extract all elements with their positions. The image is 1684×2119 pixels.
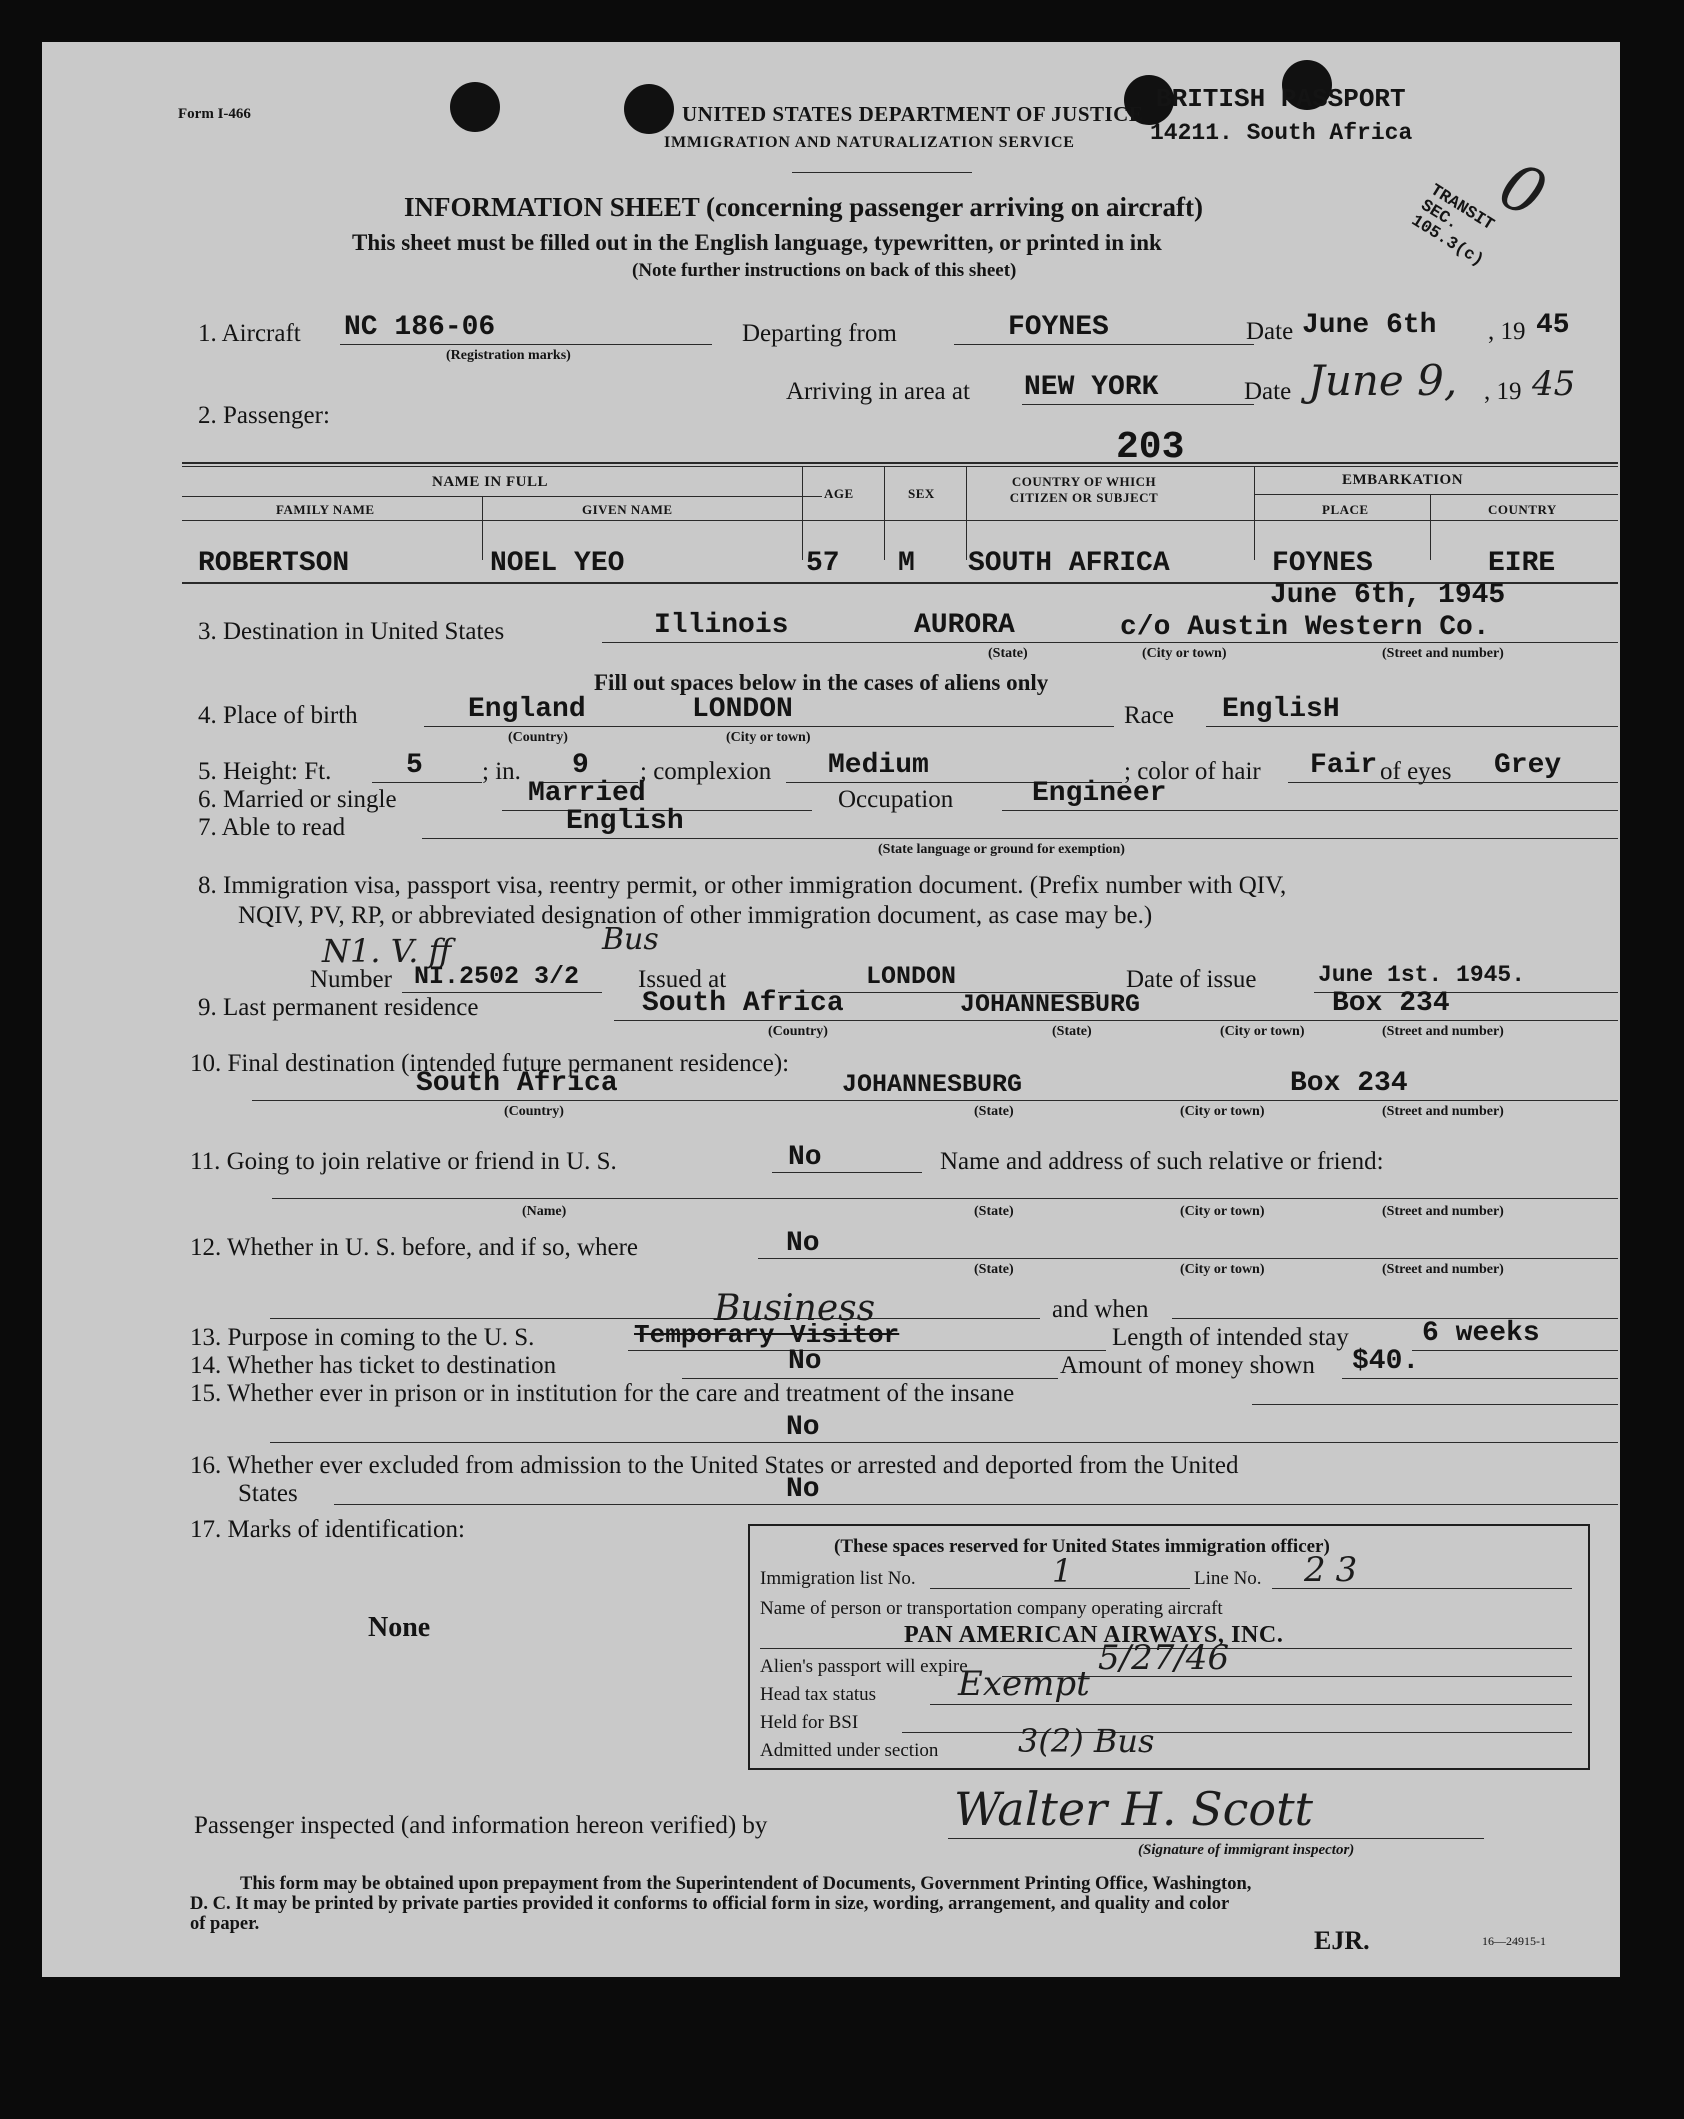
birth-country-sub: (Country) [508, 730, 568, 745]
arrival-year-value: 45 [1532, 364, 1576, 404]
col-divider [482, 496, 483, 560]
form-subtitle: This sheet must be filled out in the English language, typewritten, or printed in ink [352, 230, 1162, 255]
marks-label: 17. Marks of identification: [190, 1516, 465, 1543]
purpose-label: 13. Purpose in coming to the U. S. [190, 1324, 535, 1351]
form-number: Form I-466 [178, 106, 251, 122]
aircraft-value: NC 186-06 [344, 312, 496, 343]
lr-street-sub: (Street and number) [1382, 1024, 1504, 1039]
birth-city: LONDON [692, 694, 793, 725]
passenger-label: 2. Passenger: [198, 402, 330, 429]
relative-address-line [272, 1198, 1618, 1199]
state-sub: (State) [988, 646, 1028, 661]
prison-line-2 [270, 1442, 1618, 1443]
stay-line [1412, 1350, 1618, 1351]
join-relative-line [772, 1172, 922, 1173]
visa-hand-bus: Bus [602, 922, 659, 957]
admitted-label: Admitted under section [760, 1740, 939, 1761]
excluded-label-2: States [238, 1480, 298, 1507]
birth-city-sub: (City or town) [726, 730, 811, 745]
departing-value: FOYNES [1008, 312, 1109, 343]
arrival-date-label: Date [1244, 378, 1292, 405]
list-no-value: 1 [1052, 1552, 1073, 1590]
passport-line-1: BRITISH PASSPORT [1156, 84, 1406, 114]
embarkation-country-value: EIRE [1488, 548, 1556, 579]
age-header: AGE [824, 486, 854, 501]
visa-number-label: Number [310, 966, 392, 993]
visa-text-line1: 8. Immigration visa, passport visa, reentry permit, or other immigration document. (Prefix number with QIV, [198, 872, 1287, 899]
ft-line [372, 782, 482, 783]
company-label: Name of person or transportation company operating aircraft [760, 1598, 1223, 1619]
age-value: 57 [806, 548, 840, 579]
eyes-label: of eyes [1380, 758, 1452, 785]
rel-state-sub: (State) [974, 1204, 1014, 1219]
country-header: COUNTRY OF WHICH CITIZEN OR SUBJECT [1009, 474, 1159, 505]
inspection-label: Passenger inspected (and information hereon verified) by [194, 1812, 768, 1839]
prison-value: No [786, 1412, 820, 1443]
stay-value: 6 weeks [1422, 1318, 1540, 1349]
eyes-value: Grey [1494, 750, 1562, 781]
col-divider [1430, 494, 1431, 560]
final-street: Box 234 [1290, 1068, 1408, 1099]
embarkation-place-value: FOYNES [1272, 548, 1373, 579]
and-when-label: and when [1052, 1296, 1149, 1323]
given-name-header: GIVEN NAME [582, 502, 673, 517]
departing-label: Departing from [742, 320, 897, 347]
lr-city-sub: (City or town) [1220, 1024, 1305, 1039]
headtax-value: Exempt [958, 1664, 1090, 1704]
inspector-signature: Walter H. Scott [954, 1782, 1314, 1836]
city-sub: (City or town) [1142, 646, 1227, 661]
expire-value: 5/27/46 [1098, 1638, 1230, 1678]
hair-label: ; color of hair [1124, 758, 1261, 785]
line-no-value: 23 [1304, 1550, 1368, 1590]
signature-sub: (Signature of immigrant inspector) [1138, 1842, 1355, 1858]
ticket-label: 14. Whether has ticket to destination [190, 1352, 557, 1379]
number-203: 203 [1116, 426, 1185, 469]
expire-label: Alien's passport will expire [760, 1656, 968, 1677]
occupation-value: Engineer [1032, 778, 1167, 809]
lr-country-sub: (Country) [768, 1024, 828, 1039]
citizen-value: SOUTH AFRICA [968, 548, 1170, 579]
last-residence-state: JOHANNESBURG [960, 990, 1141, 1019]
join-relative-label: 11. Going to join relative or friend in U. S. [190, 1148, 617, 1175]
arrival-year-prefix: , 19 [1484, 378, 1522, 405]
purpose-hand: Business [714, 1288, 876, 1329]
transit-stamp: TRANSIT SEC. 105.3(c) [1407, 181, 1498, 272]
lr-state-sub: (State) [1052, 1024, 1092, 1039]
aliens-heading: Fill out spaces below in the cases of aliens only [594, 670, 1049, 695]
purpose-value: Temporary Visitor [634, 1320, 900, 1350]
and-when-line [270, 1318, 1040, 1319]
height-ft: 5 [406, 750, 423, 781]
headtax-label: Head tax status [760, 1684, 877, 1705]
visa-text-line2: NQIV, PV, RP, or abbreviated designation of other immigration document, as case may be.) [238, 902, 1153, 929]
visa-number-line [402, 992, 602, 993]
aircraft-label: 1. Aircraft [198, 320, 301, 347]
marks-value: None [368, 1612, 431, 1643]
ticket-line [682, 1378, 1058, 1379]
footer-initials: EJR. [1314, 1926, 1370, 1955]
footer-line-3: of paper. [190, 1914, 260, 1934]
issued-label: Issued at [638, 966, 727, 993]
company-value: PAN AMERICAN AIRWAYS, INC. [904, 1622, 1284, 1648]
stay-label: Length of intended stay [1112, 1324, 1349, 1351]
usb-city-sub: (City or town) [1180, 1262, 1265, 1277]
last-residence-country: South Africa [642, 988, 844, 1019]
name-in-full-header: NAME IN FULL [432, 474, 549, 490]
read-line [422, 838, 1618, 839]
date-value: June 6th [1302, 310, 1437, 341]
footer-line-1: This form may be obtained upon prepayment from the Superintendent of Documents, Government Printing Office, Washington, [240, 1874, 1252, 1894]
final-destination-line [252, 1100, 1618, 1101]
race-value: EnglisH [1222, 694, 1340, 725]
col-divider [966, 466, 967, 560]
hair-eyes-line [1288, 782, 1618, 783]
name-header-rule [182, 496, 822, 497]
visa-number: NI.2502 3/2 [414, 962, 580, 991]
issued-value: LONDON [866, 962, 957, 991]
handwritten-mark: 0 [1488, 148, 1557, 234]
read-sub: (State language or ground for exemption) [878, 842, 1125, 857]
family-name-header: FAMILY NAME [276, 502, 375, 517]
ticket-value: No [788, 1346, 822, 1377]
punch-hole [450, 82, 500, 132]
race-label: Race [1124, 702, 1174, 729]
fd-city-sub: (City or town) [1180, 1104, 1265, 1119]
country2-header: COUNTRY [1488, 502, 1557, 517]
arriving-label: Arriving in area at [786, 378, 970, 405]
departing-line [954, 344, 1254, 345]
destination-street: c/o Austin Western Co. [1120, 612, 1490, 643]
excluded-value: No [786, 1474, 820, 1505]
issue-date-value: June 1st. 1945. [1318, 962, 1526, 988]
headtax-line [930, 1704, 1572, 1705]
list-no-label: Immigration list No. [760, 1568, 916, 1589]
table-top-rule [182, 462, 1618, 464]
relative-address-label: Name and address of such relative or friend: [940, 1148, 1384, 1175]
birthplace-label: 4. Place of birth [198, 702, 358, 729]
year-prefix: , 19 [1488, 318, 1526, 345]
read-value: English [566, 806, 684, 837]
year-value: 45 [1536, 310, 1570, 341]
destination-state: Illinois [654, 610, 789, 641]
destination-label: 3. Destination in United States [198, 618, 505, 645]
embarkation-rule [1254, 494, 1618, 495]
department-name: UNITED STATES DEPARTMENT OF JUSTICE [682, 102, 1144, 126]
aircraft-sub: (Registration marks) [446, 348, 571, 363]
officer-box-title: (These spaces reserved for United States immigration officer) [834, 1536, 1330, 1557]
arriving-value: NEW YORK [1024, 372, 1159, 403]
form-page [42, 42, 1620, 1977]
place-header: PLACE [1322, 502, 1369, 517]
complexion-label: ; complexion [640, 758, 772, 785]
sex-value: M [898, 548, 915, 579]
in-us-before-line [758, 1258, 1618, 1259]
money-label: Amount of money shown [1060, 1352, 1315, 1379]
fd-state-sub: (State) [974, 1104, 1014, 1119]
admitted-value: 3(2) Bus [1018, 1722, 1155, 1760]
money-line [1342, 1378, 1618, 1379]
last-residence-street: Box 234 [1332, 988, 1450, 1019]
race-line [1206, 726, 1618, 727]
visa-hand-prefix: N1. V. ff [322, 932, 452, 970]
money-value: $40. [1352, 1346, 1420, 1377]
join-relative-value: No [788, 1142, 822, 1173]
birth-country: England [468, 694, 586, 725]
height-in: 9 [572, 750, 589, 781]
last-residence-label: 9. Last permanent residence [198, 994, 479, 1021]
col-divider [1254, 466, 1255, 560]
final-destination-label: 10. Final destination (intended future permanent residence): [190, 1050, 790, 1077]
col-divider [802, 466, 803, 560]
signature-line [948, 1838, 1484, 1839]
rel-street-sub: (Street and number) [1382, 1204, 1504, 1219]
embarkation-date-value: June 6th, 1945 [1270, 580, 1506, 611]
destination-city: AURORA [914, 610, 1015, 641]
height-in-label: ; in. [482, 758, 521, 785]
date-label: Date [1246, 318, 1294, 345]
embarkation-header: EMBARKATION [1342, 472, 1464, 488]
excluded-line [334, 1504, 1618, 1505]
aircraft-line [340, 344, 712, 345]
form-note: (Note further instructions on back of this sheet) [632, 260, 1017, 281]
rel-city-sub: (City or town) [1180, 1204, 1265, 1219]
final-country: South Africa [416, 1068, 618, 1099]
punch-hole [624, 84, 674, 134]
passport-line-2: 14211. South Africa [1150, 120, 1413, 146]
destination-line [602, 642, 1618, 643]
in-us-before-value: No [786, 1228, 820, 1259]
read-label: 7. Able to read [198, 814, 346, 841]
prison-label: 15. Whether ever in prison or in institution for the care and treatment of the insane [190, 1380, 1015, 1407]
line-no-label: Line No. [1194, 1568, 1262, 1589]
usb-state-sub: (State) [974, 1262, 1014, 1277]
given-name-value: NOEL YEO [490, 548, 625, 579]
final-state: JOHANNESBURG [842, 1070, 1023, 1099]
hair-value: Fair [1310, 750, 1378, 781]
header-rule [792, 172, 972, 173]
street-sub: (Street and number) [1382, 646, 1504, 661]
arriving-line [1022, 404, 1254, 405]
table-top-rule-2 [182, 466, 1618, 467]
height-label: 5. Height: Ft. [198, 758, 332, 785]
marital-label: 6. Married or single [198, 786, 397, 813]
fd-country-sub: (Country) [504, 1104, 564, 1119]
arrival-date-value: June 9, [1308, 356, 1458, 405]
print-code: 16—24915-1 [1482, 1934, 1546, 1948]
bsi-line [902, 1732, 1572, 1733]
and-when-line-2 [1172, 1318, 1618, 1319]
col-divider [884, 466, 885, 560]
in-us-before-label: 12. Whether in U. S. before, and if so, where [190, 1234, 639, 1261]
occupation-line [1002, 810, 1618, 811]
family-name-value: ROBERTSON [198, 548, 350, 579]
purpose-line [628, 1350, 1106, 1351]
excluded-label-1: 16. Whether ever excluded from admission to the United States or arrested and deported from the United [190, 1452, 1239, 1479]
fd-street-sub: (Street and number) [1382, 1104, 1504, 1119]
form-title: INFORMATION SHEET (concerning passenger arriving on aircraft) [404, 192, 1203, 222]
prison-line-1 [1252, 1404, 1618, 1405]
complexion-value: Medium [828, 750, 929, 781]
issue-date-label: Date of issue [1126, 966, 1257, 993]
usb-street-sub: (Street and number) [1382, 1262, 1504, 1277]
service-name: IMMIGRATION AND NATURALIZATION SERVICE [664, 134, 1075, 151]
footer-line-2: D. C. It may be printed by private parties provided it conforms to official form in size, wording, arrangement, and quality and color [190, 1894, 1230, 1914]
occupation-label: Occupation [838, 786, 954, 813]
sex-header: SEX [908, 486, 935, 501]
last-residence-line [614, 1020, 1618, 1021]
birthplace-line [424, 726, 1114, 727]
rel-name-sub: (Name) [522, 1204, 567, 1219]
marital-value: Married [528, 778, 646, 809]
table-header-bottom [182, 520, 1618, 521]
bsi-label: Held for BSI [760, 1712, 859, 1733]
